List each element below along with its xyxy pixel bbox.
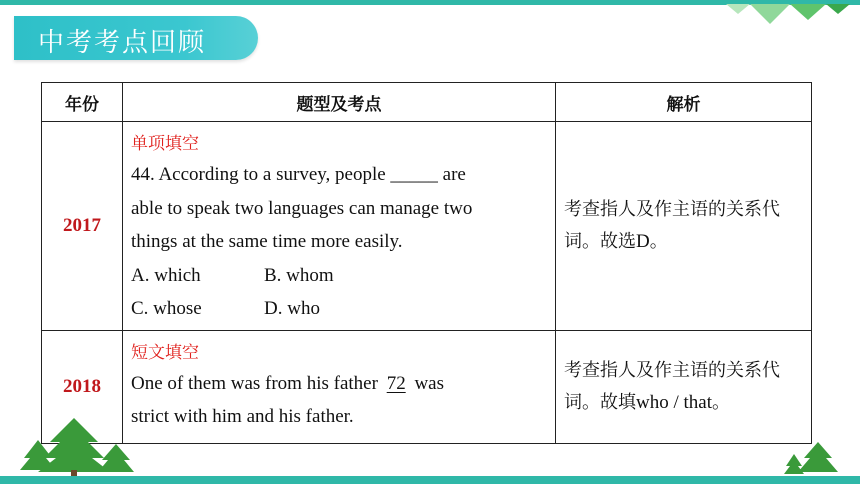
tree-icon bbox=[20, 418, 140, 476]
options-line bbox=[131, 292, 555, 326]
header-year: 年份 bbox=[42, 83, 123, 122]
section-title-banner bbox=[14, 16, 258, 60]
question-type: 单项填空 bbox=[131, 134, 199, 154]
option-d: D. who bbox=[264, 298, 320, 319]
table-header-row bbox=[42, 83, 812, 122]
analysis-answer: D bbox=[636, 230, 650, 252]
question-line: 44. According to a survey, people _____ are bbox=[131, 164, 466, 185]
year-cell: 2017 bbox=[42, 122, 123, 331]
question-cell bbox=[123, 122, 556, 331]
question-line: able to speak two languages can manage two bbox=[131, 197, 473, 219]
analysis-text: 考查指人及作主语的关系代词。故填 bbox=[564, 359, 780, 413]
analysis-text: 考查指人及作主语的关系代词。故选 bbox=[564, 198, 780, 252]
analysis-cell bbox=[556, 330, 812, 443]
option-c: C. whose bbox=[131, 298, 202, 319]
options-line bbox=[131, 259, 555, 293]
option-b: B. whom bbox=[264, 264, 334, 286]
question-text: was bbox=[409, 372, 444, 394]
year-cell: 2018 bbox=[42, 330, 123, 443]
header-question: 题型及考点 bbox=[123, 83, 556, 122]
question-text: One of them was from his father bbox=[131, 372, 383, 394]
question-cell bbox=[123, 330, 556, 443]
table-row bbox=[42, 330, 812, 443]
question-line: things at the same time more easily. bbox=[131, 231, 403, 252]
analysis-suffix: 。 bbox=[712, 391, 730, 413]
header-analysis: 解析 bbox=[556, 83, 812, 122]
answer-blank: 72 bbox=[386, 372, 406, 394]
section-title: 中考考点回顾 bbox=[38, 28, 207, 58]
option-a: A. which bbox=[131, 264, 201, 286]
analysis-suffix: 。 bbox=[649, 230, 668, 252]
question-type: 短文填空 bbox=[131, 342, 199, 363]
analysis-answer: who / that bbox=[636, 391, 712, 413]
table-row bbox=[42, 122, 812, 331]
analysis-cell bbox=[556, 122, 812, 331]
review-table bbox=[41, 82, 812, 444]
question-line bbox=[131, 367, 555, 401]
question-line: strict with him and his father. bbox=[131, 406, 354, 427]
tree-icon bbox=[784, 442, 844, 476]
bottom-accent-bar bbox=[0, 476, 860, 484]
